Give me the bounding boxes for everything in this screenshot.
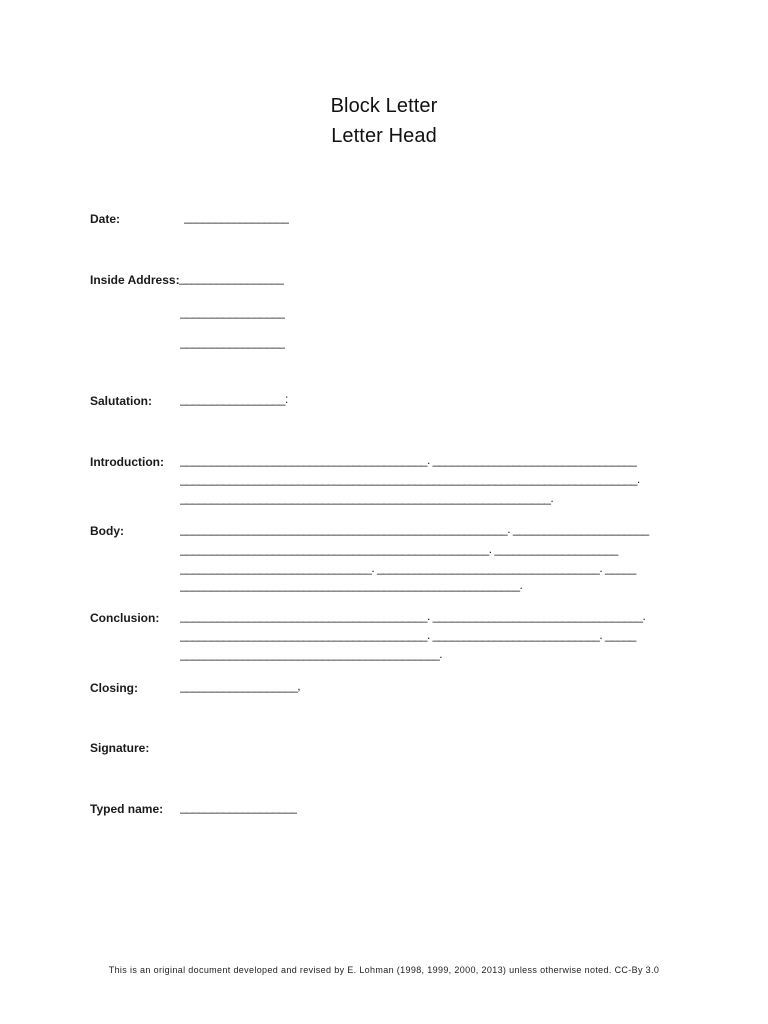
conclusion-blank-3: __________________________________________. — [180, 647, 443, 661]
body-blank-2: __________________________________________________. ____________________ — [180, 542, 618, 556]
introduction-blank-3: ____________________________________________________________. — [180, 491, 554, 505]
inside-address-blank-3: _________________ — [180, 335, 285, 349]
body-label: Body: — [90, 524, 124, 538]
typed-name-label: Typed name: — [90, 802, 164, 816]
body-blank-3: _______________________________. ____________________________________. _____ — [180, 561, 636, 575]
inside-address-blank-2: _________________ — [180, 305, 285, 319]
conclusion-blank-1: ________________________________________. __________________________________. — [180, 609, 646, 623]
conclusion-label: Conclusion: — [90, 611, 160, 625]
date-label: Date: — [90, 212, 121, 226]
salutation-label: Salutation: — [90, 394, 152, 408]
closing-label: Closing: — [90, 681, 138, 695]
document-title: Block Letter — [330, 95, 438, 117]
typed-name-blank: ___________________ — [180, 800, 298, 814]
introduction-label: Introduction: — [90, 455, 164, 469]
inside-address-blank-1: _________________ — [179, 271, 284, 285]
introduction-blank-1: ________________________________________. _________________________________ — [180, 453, 637, 467]
conclusion-blank-2: ________________________________________. ___________________________. _____ — [180, 628, 636, 642]
footer-attribution: This is an original document developed and revised by E. Lohman (1998, 1999, 2000, 2013) unless otherwise noted. CC-By 3.0 — [108, 965, 660, 975]
body-blank-1: _____________________________________________________. ______________________ — [180, 522, 649, 536]
document-subtitle: Letter Head — [331, 125, 437, 147]
introduction-blank-2: __________________________________________________________________________. — [180, 472, 640, 486]
signature-label: Signature: — [90, 741, 150, 755]
date-blank: _________________ — [184, 210, 289, 224]
body-blank-4: _______________________________________________________. — [180, 578, 523, 592]
salutation-blank: _________________: — [180, 392, 288, 406]
closing-blank: ___________________, — [180, 679, 301, 693]
inside-address-label: Inside Address: — [90, 273, 180, 287]
